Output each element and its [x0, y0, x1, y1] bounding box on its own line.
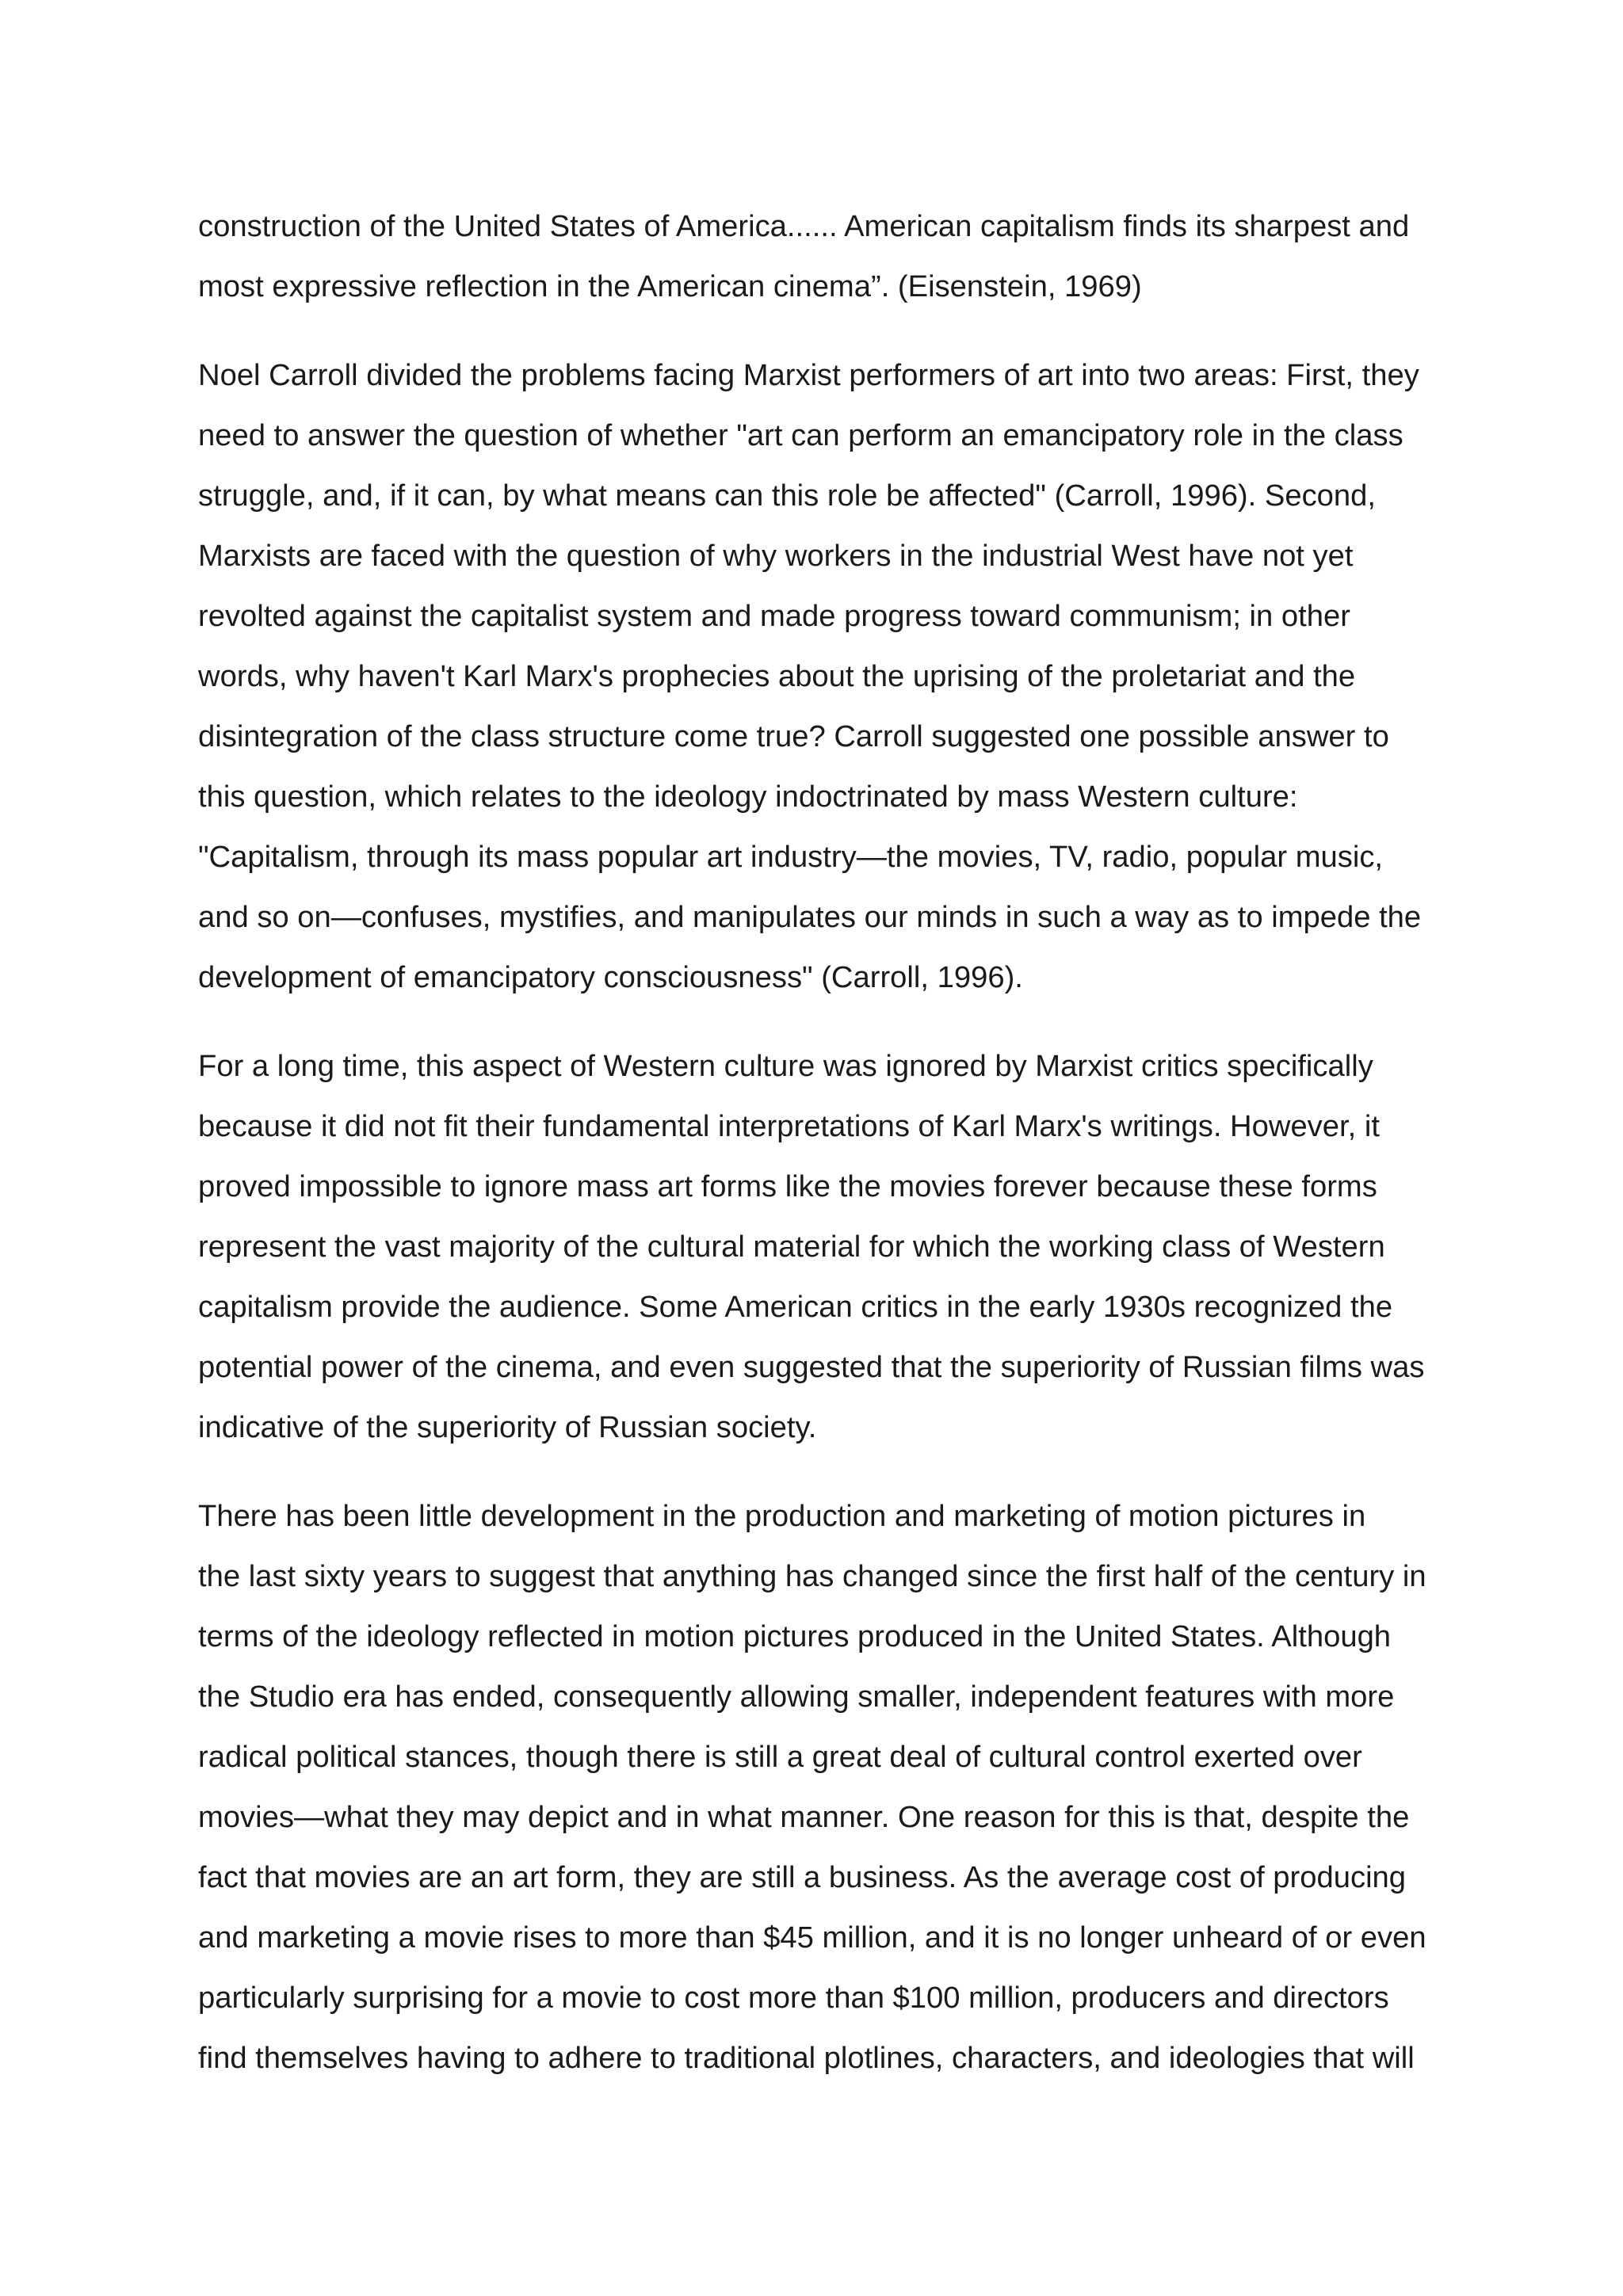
text-line: Marxists are faced with the question of why workers in the industrial West have not yet — [198, 539, 1354, 573]
text-line: proved impossible to ignore mass art forms like the movies forever because these forms — [198, 1169, 1377, 1203]
text-line: For a long time, this aspect of Western culture was ignored by Marxist critics specifically — [198, 1049, 1373, 1083]
text-line: disintegration of the class structure come true? Carroll suggested one possible answer to — [198, 719, 1389, 753]
text-line: particularly surprising for a movie to cost more than $100 million, producers and directors — [198, 1981, 1389, 2015]
text-line: represent the vast majority of the cultural material for which the working class of Western — [198, 1230, 1385, 1264]
text-line: capitalism provide the audience. Some American critics in the early 1930s recognized the — [198, 1290, 1393, 1324]
paragraph-1 — [198, 196, 1446, 317]
text-line: find themselves having to adhere to traditional plotlines, characters, and ideologies that will — [198, 2041, 1415, 2075]
text-line: potential power of the cinema, and even suggested that the superiority of Russian films was — [198, 1350, 1425, 1384]
body-text — [198, 196, 1446, 2117]
text-line: movies—what they may depict and in what manner. One reason for this is that, despite the — [198, 1800, 1410, 1834]
paragraph-3 — [198, 1036, 1446, 1458]
text-line: and marketing a movie rises to more than $45 million, and it is no longer unheard of or even — [198, 1920, 1426, 1955]
text-line: most expressive reflection in the American cinema”. (Eisenstein, 1969) — [198, 269, 1142, 303]
text-line: development of emancipatory consciousness" (Carroll, 1996). — [198, 960, 1023, 994]
text-line: terms of the ideology reflected in motion pictures produced in the United States. Although — [198, 1619, 1392, 1653]
text-line: the Studio era has ended, consequently allowing smaller, independent features with more — [198, 1680, 1395, 1714]
text-line: this question, which relates to the ideology indoctrinated by mass Western culture: — [198, 780, 1298, 814]
text-line: struggle, and, if it can, by what means can this role be affected" (Carroll, 1996). Second, — [198, 479, 1376, 513]
paragraph-2 — [198, 345, 1446, 1008]
text-line: construction of the United States of America...... American capitalism finds its sharpest and — [198, 209, 1410, 243]
text-line: indicative of the superiority of Russian society. — [198, 1410, 817, 1444]
text-line: need to answer the question of whether "art can perform an emancipatory role in the class — [198, 418, 1403, 452]
text-line: Noel Carroll divided the problems facing Marxist performers of art into two areas: First, they — [198, 358, 1419, 392]
text-line: fact that movies are an art form, they are still a business. As the average cost of producing — [198, 1860, 1407, 1894]
text-line: There has been little development in the production and marketing of motion pictures in — [198, 1499, 1366, 1533]
text-line: and so on—confuses, mystifies, and manipulates our minds in such a way as to impede the — [198, 900, 1422, 934]
text-line: because it did not fit their fundamental interpretations of Karl Marx's writings. However, it — [198, 1109, 1380, 1143]
text-line: "Capitalism, through its mass popular art industry—the movies, TV, radio, popular music, — [198, 840, 1384, 874]
text-line: revolted against the capitalist system and made progress toward communism; in other — [198, 599, 1350, 633]
paragraph-4 — [198, 1486, 1446, 2088]
text-line: radical political stances, though there is still a great deal of cultural control exerted over — [198, 1740, 1362, 1774]
text-line: the last sixty years to suggest that anything has changed since the first half of the century in — [198, 1559, 1426, 1593]
text-line: words, why haven't Karl Marx's prophecies about the uprising of the proletariat and the — [198, 659, 1356, 693]
